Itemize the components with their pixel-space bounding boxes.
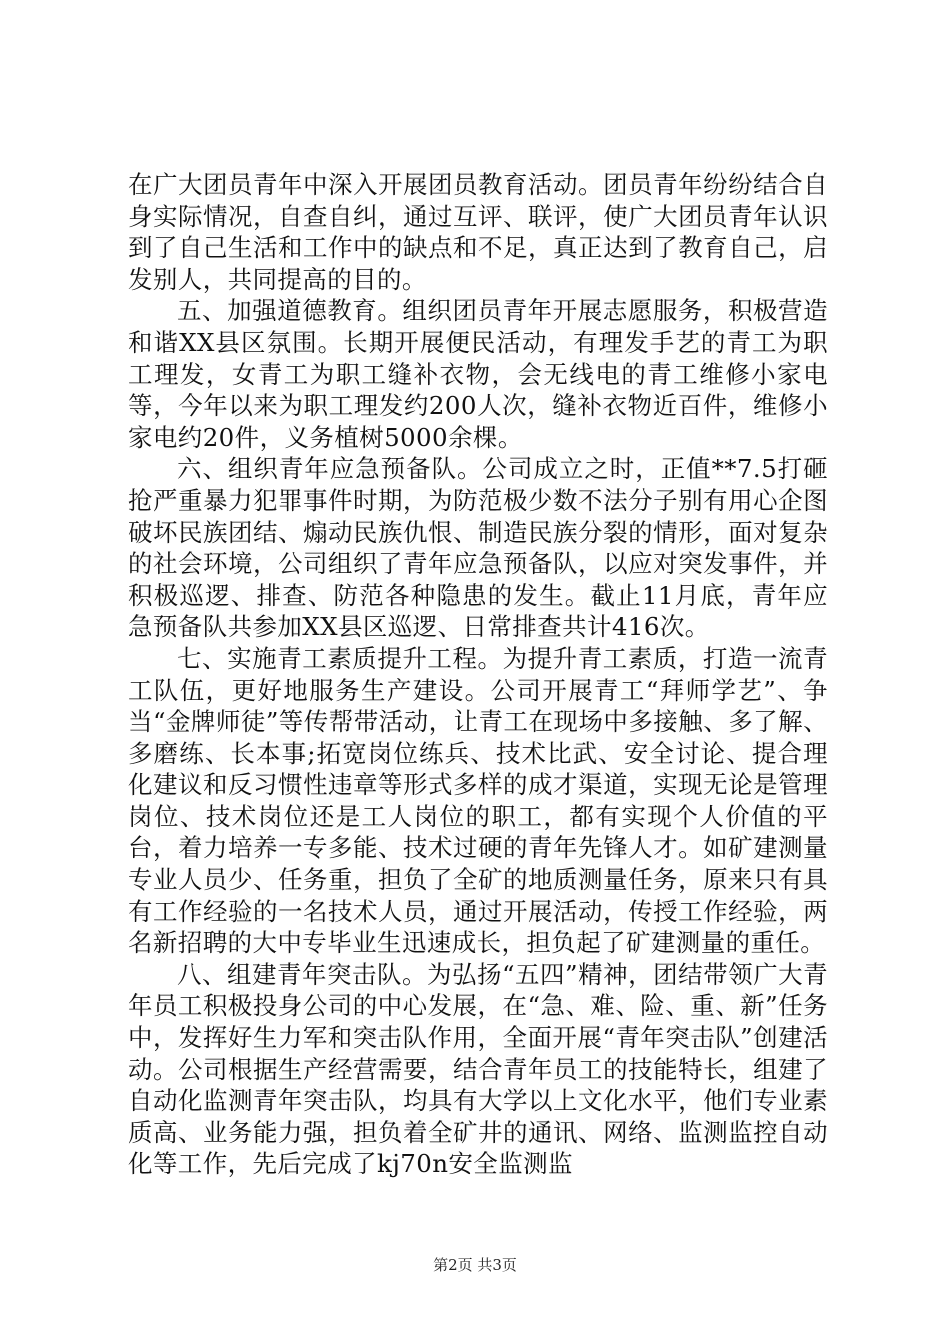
page-footer: 第2页 共3页 <box>433 1256 517 1274</box>
paragraph-section-8: 八、组建青年突击队。为弘扬“五四”精神，团结带领广大青年员工积极投身公司的中心发展，在“急、难、险、重、新”任务中，发挥好生力军和突击队作用，全面开展“青年突击队”创建活动。公司根据生产经营需要，结合青年员工的技能特长，组建了自动化监测青年突击队，均具有大学以上文化水平，他们专业素质高、业务能力强，担负着全矿井的通讯、网络、监测监控自动化等工作，先后完成了kj70n安全监测监 <box>128 959 828 1179</box>
paragraph-section-7: 七、实施青工素质提升工程。为提升青工素质，打造一流青工队伍，更好地服务生产建设。公司开展青工“拜师学艺”、争当“金牌师徒”等传帮带活动，让青工在现场中多接触、多了解、多磨练、长本事;拓宽岗位练兵、技术比武、安全讨论、提合理化建议和反习惯性违章等形式多样的成才渠道，实现无论是管理岗位、技术岗位还是工人岗位的职工，都有实现个人价值的平台，着力培养一专多能、技术过硬的青年先锋人才。如矿建测量专业人员少、任务重，担负了全矿的地质测量任务，原来只有具有工作经验的一名技术人员，通过开展活动，传授工作经验，两名新招聘的大中专毕业生迅速成长，担负起了矿建测量的重任。 <box>128 643 828 958</box>
paragraph-section-5: 五、加强道德教育。组织团员青年开展志愿服务，积极营造和谐XX县区氛围。长期开展便民活动，有理发手艺的青工为职工理发，女青工为职工缝补衣物，会无线电的青工维修小家电等，今年以来为职工理发约200人次，缝补衣物近百件，维修小家电约20件，义务植树5000余棵。 <box>128 296 828 452</box>
paragraph-continuation: 在广大团员青年中深入开展团员教育活动。团员青年纷纷结合自身实际情况，自查自纠，通过互评、联评，使广大团员青年认识到了自己生活和工作中的缺点和不足，真正达到了教育自己，启发别人，共同提高的目的。 <box>128 170 828 294</box>
paragraph-section-6: 六、组织青年应急预备队。公司成立之时，正值**7.5打砸抢严重暴力犯罪事件时期，为防范极少数不法分子别有用心企图破坏民族团结、煽动民族仇恨、制造民族分裂的情形，面对复杂的社会环境，公司组织了青年应急预备队，以应对突发事件，并积极巡逻、排查、防范各种隐患的发生。截止11月底，青年应急预备队共参加XX县区巡逻、日常排查共计416次。 <box>128 454 828 642</box>
document-body <box>128 169 828 1180</box>
